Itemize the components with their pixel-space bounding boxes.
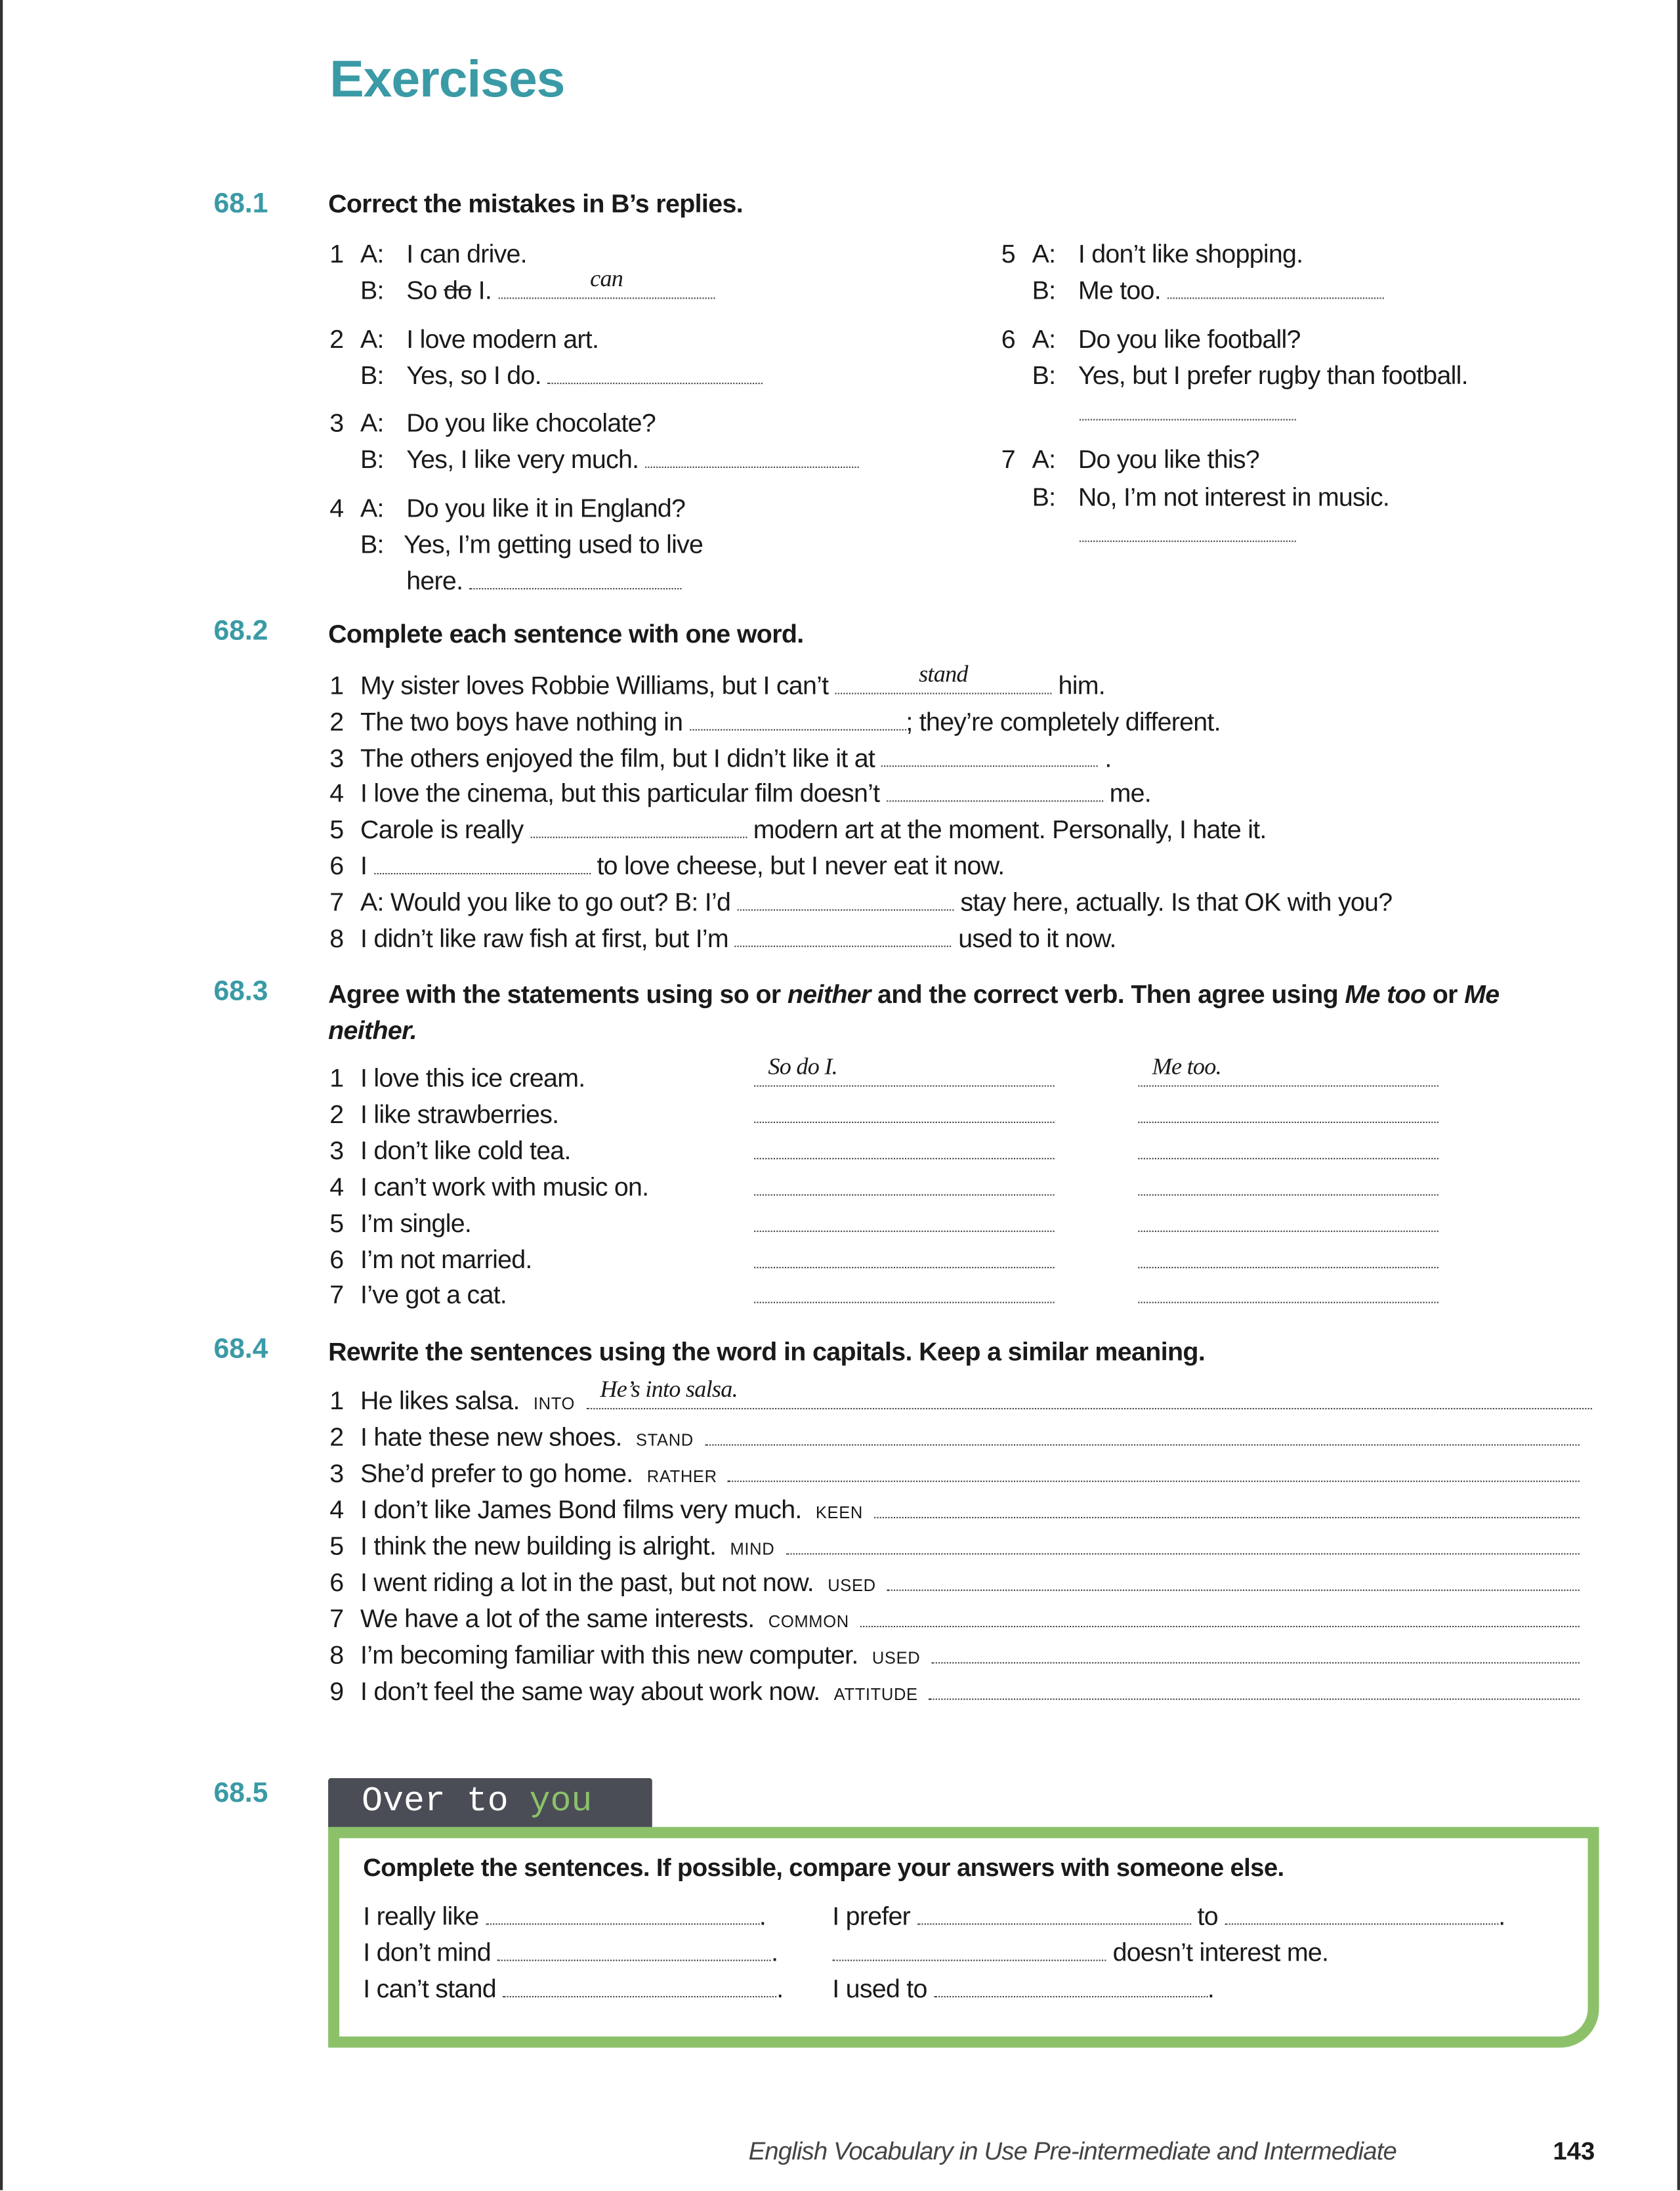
sentence-text: ; they’re completely different. [906, 706, 1221, 736]
keyword: ATTITUDE [833, 1684, 918, 1705]
sentence-text: I think the new building is alright. [360, 1531, 717, 1560]
item-number: 4 [329, 1171, 344, 1201]
page-edge-right [1677, 0, 1680, 2190]
item-number: 5 [329, 1207, 344, 1237]
sentence-text: I’m becoming familiar with this new computer. [360, 1640, 858, 1669]
item-number: 3 [329, 742, 344, 772]
item-number: 4 [329, 1494, 344, 1524]
sentence-line [329, 849, 1004, 883]
answer-line [754, 1170, 1055, 1195]
item-number: 7 [329, 1280, 344, 1309]
answer-blank[interactable]: can [498, 274, 715, 299]
handwritten-answer: stand [919, 660, 968, 687]
answer-blank[interactable] [887, 1565, 1580, 1590]
answer-blank[interactable] [497, 1936, 771, 1961]
rewrite-line [329, 1457, 1580, 1493]
answer-line [1138, 1097, 1438, 1122]
item-number: 7 [329, 1603, 344, 1633]
item-number: 1 [329, 670, 344, 700]
handwritten-answer: Me too. [1152, 1053, 1221, 1080]
answer-blank[interactable] [1080, 395, 1296, 420]
sentence-line [329, 885, 1392, 919]
item-number: 7 [329, 886, 344, 916]
exercise-instruction: Correct the mistakes in B’s replies. [328, 188, 744, 218]
answer-line [1138, 1243, 1438, 1267]
answer-blank[interactable] [690, 705, 906, 730]
item-number: 3 [329, 1458, 344, 1488]
item-number: 5 [329, 1531, 344, 1560]
statement-text: I’m single. [360, 1207, 472, 1237]
answer-line [1138, 1053, 1438, 1086]
exercise-number: 68.1 [213, 188, 268, 220]
answer-line [1138, 1134, 1438, 1159]
sentence-line: doesn’t interest me. [832, 1936, 1328, 1969]
keyword: RATHER [646, 1466, 717, 1487]
sentence-text: I hate these new shoes. [360, 1422, 622, 1451]
sentence-line: I don’t mind . [363, 1936, 778, 1969]
item-number: 9 [329, 1676, 344, 1706]
answer-line [754, 1279, 1055, 1304]
answer-blank[interactable] [1138, 1170, 1438, 1195]
answer-blank[interactable] [1080, 517, 1296, 542]
rewrite-line [329, 1376, 1592, 1420]
dialogue-line: 6 A: Do you like football? [1001, 324, 1301, 354]
struck-word: do [444, 275, 472, 305]
item-number: 8 [329, 922, 344, 952]
dialogue-line: B: Yes, I like very much. [360, 443, 859, 477]
answer-blank[interactable] [486, 1900, 759, 1925]
sentence-text: I didn’t like raw fish at first, but I’m [360, 922, 736, 952]
rewrite-line [329, 1638, 1580, 1674]
answer-blank[interactable] [1138, 1243, 1438, 1267]
page-title: Exercises [329, 50, 565, 108]
rewrite-line [329, 1602, 1580, 1638]
answer-line [754, 1206, 1055, 1231]
sentence-line [329, 705, 1221, 738]
sentence-text: She’d prefer to go home. [360, 1458, 633, 1488]
sentence-text: The others enjoyed the film, but I didn’t like it at [360, 742, 882, 772]
page-edge-left [0, 0, 3, 2190]
answer-blank[interactable] [860, 1602, 1580, 1627]
statement-text: I like strawberries. [360, 1099, 559, 1129]
sentence-line [329, 741, 1111, 775]
sentence-text: used to it now. [951, 922, 1116, 952]
item-number: 3 [329, 1135, 344, 1165]
sentence-text: I love the cinema, but this particular film doesn’t [360, 778, 887, 808]
statement-line [329, 1206, 471, 1240]
exercise-instruction: Rewrite the sentences using the word in capitals. Keep a similar meaning. [328, 1336, 1206, 1367]
exercise-number: 68.4 [213, 1334, 268, 1365]
answer-blank[interactable] [705, 1420, 1580, 1445]
answer-line [1080, 517, 1296, 542]
answer-blank[interactable] [735, 922, 952, 947]
sentence-text: I don’t like James Bond films very much. [360, 1494, 802, 1524]
answer-line [1080, 395, 1296, 420]
sentence-text: I [360, 850, 374, 880]
sentence-line [329, 922, 1116, 955]
dialogue-line: B: Yes, but I prefer rugby than football. [1032, 360, 1468, 390]
sentence-text: him. [1051, 670, 1105, 700]
answer-blank[interactable] [832, 1936, 1106, 1961]
sentence-text: We have a lot of the same interests. [360, 1603, 755, 1633]
dialogue-line: 3 A: Do you like chocolate? [329, 408, 656, 438]
sentence-text: . [1098, 742, 1112, 772]
answer-blank[interactable] [1225, 1900, 1498, 1925]
exercise-instruction: Complete each sentence with one word. [328, 618, 804, 649]
answer-blank[interactable] [548, 359, 763, 384]
item-number: 2 [329, 706, 344, 736]
statement-line [329, 1279, 507, 1312]
sentence-text: I went riding a lot in the past, but not now. [360, 1567, 814, 1597]
handwritten-answer: He’s into salsa. [600, 1376, 738, 1403]
item-number: 8 [329, 1640, 344, 1669]
item-number: 6 [329, 1567, 344, 1597]
rewrite-line [329, 1529, 1580, 1565]
answer-blank[interactable] [1138, 1053, 1438, 1086]
sentence-text: A: Would you like to go out? B: I’d [360, 886, 738, 916]
sentence-text: me. [1102, 778, 1152, 808]
sentence-line: I prefer to . [832, 1900, 1505, 1933]
keyword: USED [872, 1648, 921, 1668]
over-to-you-tab: Over to you [328, 1778, 652, 1829]
answer-blank[interactable] [835, 660, 1052, 694]
statement-text: I’m not married. [360, 1243, 532, 1273]
answer-blank[interactable] [754, 1053, 1055, 1086]
keyword: USED [828, 1575, 876, 1596]
dialogue-line: B: Yes, so I do. [360, 359, 763, 393]
exercise-number: 68.2 [213, 616, 268, 647]
answer-line [1138, 1206, 1438, 1231]
answer-blank[interactable] [373, 849, 590, 874]
answer-blank[interactable] [874, 1493, 1580, 1518]
item-number: 6 [329, 850, 344, 880]
answer-line [754, 1097, 1055, 1122]
keyword: KEEN [815, 1502, 863, 1523]
sentence-line: I really like . [363, 1900, 766, 1933]
answer-blank[interactable] [728, 1457, 1580, 1482]
dialogue-line: 4 A: Do you like it in England? [329, 493, 686, 522]
sentence-text: I don’t feel the same way about work now. [360, 1676, 820, 1706]
answer-line [1138, 1279, 1438, 1304]
sentence-text: My sister loves Robbie Williams, but I can’t [360, 670, 835, 700]
dialogue-line: B: Me too. [1032, 274, 1384, 307]
exercise-instruction: Complete the sentences. If possible, compare your answers with someone else. [363, 1853, 1284, 1882]
sentence-line [329, 660, 1105, 702]
statement-line [329, 1170, 648, 1204]
statement-text: I love this ice cream. [360, 1063, 585, 1093]
dialogue-line: 5 A: I don’t like shopping. [1001, 238, 1303, 268]
dialogue-line: 7 A: Do you like this? [1001, 444, 1260, 474]
statement-line [329, 1134, 570, 1168]
rewrite-line [329, 1420, 1580, 1457]
answer-line [754, 1243, 1055, 1267]
sentence-text: modern art at the moment. Personally, I hate it. [746, 815, 1267, 844]
item-number: 1 [329, 1063, 344, 1093]
answer-line [754, 1053, 1055, 1086]
item-number: 2 [329, 1099, 344, 1129]
sentence-line: I can’t stand . [363, 1972, 783, 2006]
answer-blank[interactable] [530, 813, 747, 838]
answer-blank[interactable] [754, 1170, 1055, 1195]
answer-blank[interactable] [737, 885, 954, 910]
statement-text: I don’t like cold tea. [360, 1135, 571, 1165]
answer-line [754, 1134, 1055, 1159]
statement-line [329, 1097, 558, 1131]
answer-blank[interactable] [1138, 1097, 1438, 1122]
dialogue-line: 1 A: I can drive. [329, 238, 527, 268]
answer-blank[interactable] [917, 1900, 1190, 1925]
keyword: STAND [636, 1430, 694, 1450]
rewrite-line [329, 1565, 1580, 1602]
sentence-line [329, 813, 1266, 847]
exercise-number: 68.3 [213, 976, 268, 1008]
answer-blank[interactable] [469, 564, 681, 589]
item-number: 4 [329, 778, 344, 808]
answer-blank[interactable] [754, 1134, 1055, 1159]
item-number: 2 [329, 1422, 344, 1451]
answer-blank[interactable] [1138, 1206, 1438, 1231]
answer-blank[interactable] [754, 1206, 1055, 1231]
sentence-text: He likes salsa. [360, 1385, 520, 1415]
answer-blank[interactable] [754, 1243, 1055, 1267]
item-number: 6 [329, 1243, 344, 1273]
answer-blank[interactable] [1138, 1134, 1438, 1159]
exercise-instruction: Agree with the statements using so or neither and the correct verb. Then agree using Me too or Me neither. [328, 979, 1500, 1045]
answer-blank[interactable] [931, 1638, 1579, 1663]
rewrite-line [329, 1493, 1580, 1529]
answer-blank[interactable] [1138, 1279, 1438, 1304]
page-number: 143 [1553, 2137, 1595, 2165]
answer-blank[interactable] [646, 443, 860, 468]
answer-blank[interactable] [586, 1376, 1592, 1409]
sentence-line: I used to . [832, 1972, 1214, 2006]
sentence-text: stay here, actually. Is that OK with you? [954, 886, 1393, 916]
sentence-text: The two boys have nothing in [360, 706, 690, 736]
answer-blank[interactable] [754, 1279, 1055, 1304]
answer-blank[interactable] [929, 1674, 1580, 1699]
book-title-footer: English Vocabulary in Use Pre-intermediate and Intermediate [748, 2137, 1396, 2165]
item-number: 5 [329, 815, 344, 844]
answer-blank[interactable] [887, 777, 1103, 802]
sentence-line [329, 777, 1151, 811]
statement-line [329, 1061, 585, 1095]
answer-line [1138, 1170, 1438, 1195]
sentence-text: Carole is really [360, 815, 530, 844]
rewrite-line [329, 1674, 1580, 1711]
answer-blank[interactable] [786, 1529, 1579, 1554]
answer-blank[interactable] [1167, 274, 1384, 299]
keyword: INTO [533, 1393, 576, 1414]
dialogue-line: 2 A: I love modern art. [329, 324, 599, 354]
sentence-text: to love cheese, but I never eat it now. [590, 850, 1005, 880]
dialogue-line: here. [406, 564, 682, 598]
handwritten-answer: So do I. [768, 1053, 838, 1080]
answer-blank[interactable] [881, 741, 1098, 766]
statement-text: I’ve got a cat. [360, 1280, 507, 1309]
keyword: COMMON [768, 1611, 849, 1632]
dialogue-line: B: No, I’m not interest in music. [1032, 482, 1390, 511]
answer-blank[interactable] [754, 1097, 1055, 1122]
answer-blank[interactable] [934, 1972, 1208, 1997]
exercise-number: 68.5 [213, 1777, 268, 1809]
answer-blank[interactable] [503, 1972, 776, 1997]
statement-line [329, 1243, 532, 1276]
dialogue-line: B: Yes, I’m getting used to live [360, 529, 704, 559]
keyword: MIND [730, 1539, 775, 1559]
item-number: 1 [329, 1385, 344, 1415]
statement-text: I can’t work with music on. [360, 1171, 649, 1201]
dialogue-line: B: So do I. can [360, 274, 715, 307]
